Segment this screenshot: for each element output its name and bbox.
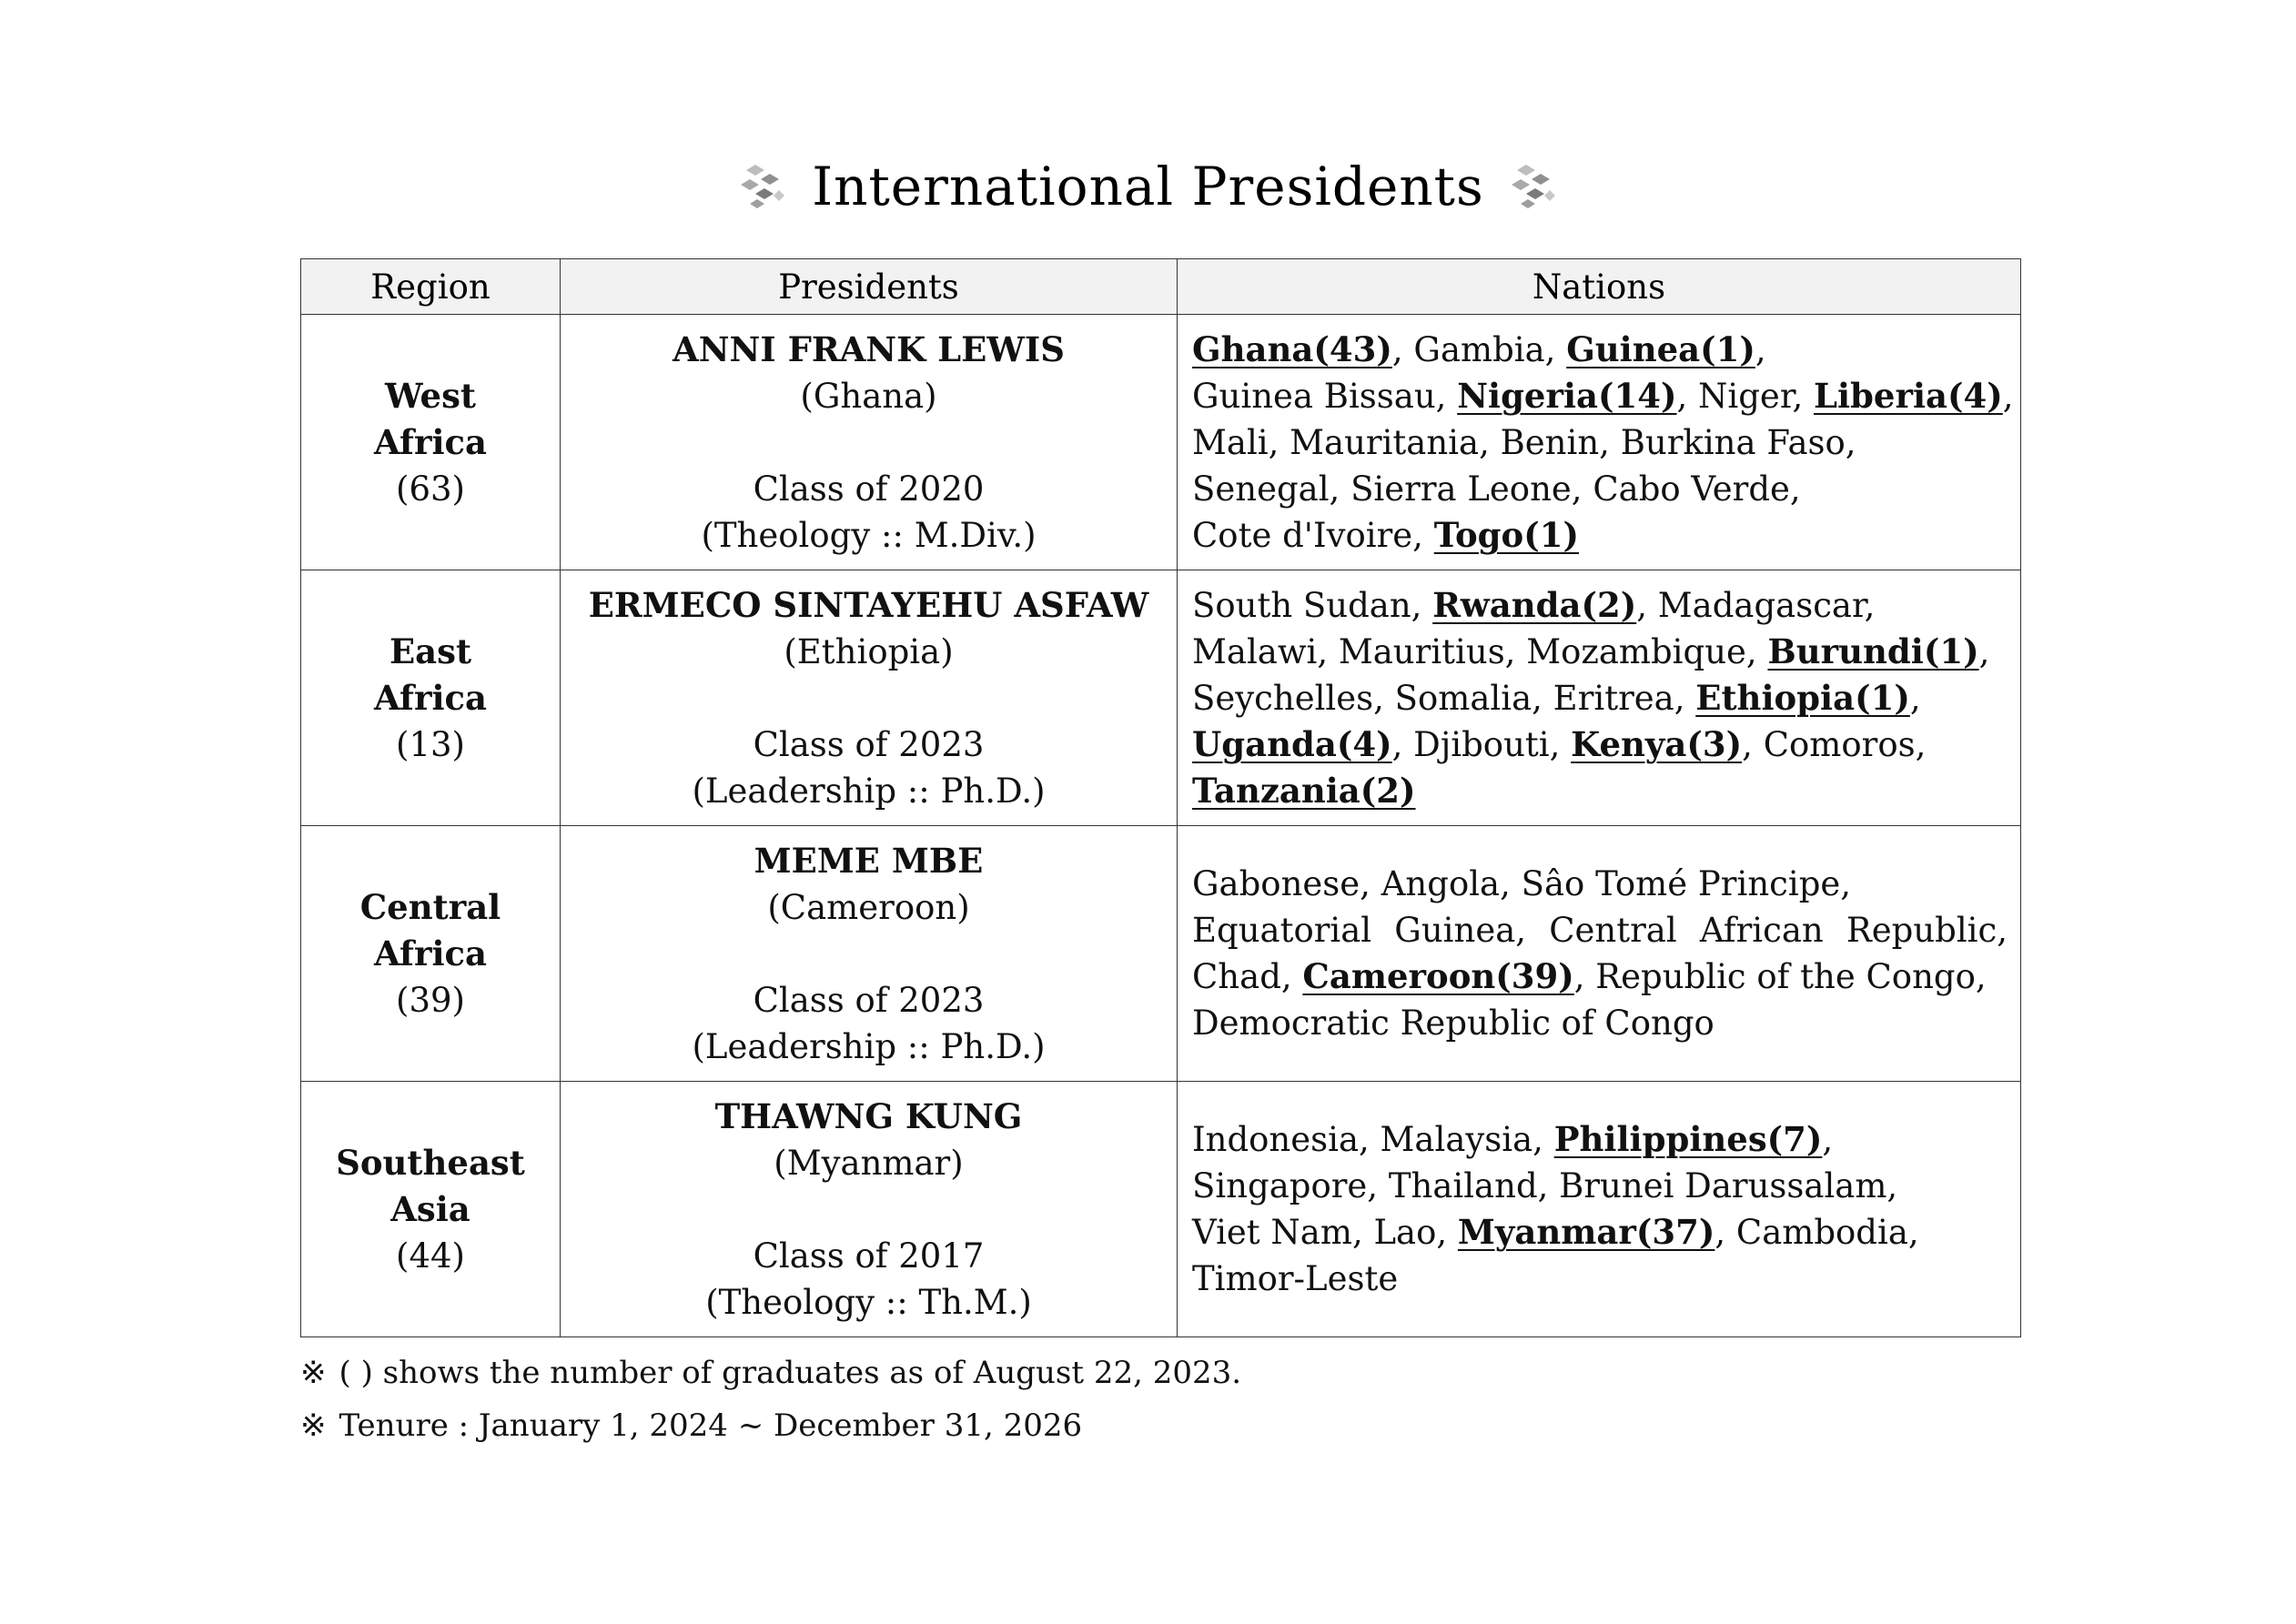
nation-text: Timor-Leste <box>1192 1259 1399 1298</box>
nations-cell <box>1178 1082 2021 1337</box>
president-class: Class of 2017 <box>753 1236 985 1276</box>
spacer <box>561 1186 1176 1233</box>
region-cell <box>301 315 561 570</box>
nations-line <box>1192 419 2008 466</box>
nation-with-graduates: Myanmar(37) <box>1457 1212 1715 1252</box>
spacer <box>561 675 1176 721</box>
nation-text: Senegal, Sierra Leone, Cabo Verde, <box>1192 469 1801 509</box>
graduate-count: (44) <box>396 1236 465 1276</box>
footnote <box>300 1347 1241 1399</box>
region-name: Asia <box>390 1188 470 1229</box>
table-row <box>301 1082 2021 1337</box>
footnote <box>300 1399 1241 1452</box>
president-name: MEME MBE <box>754 840 984 881</box>
nation-text: , Comoros, <box>1742 724 1927 764</box>
nation-text: Gabonese, Angola, Sâo Tomé Principe, <box>1192 864 1852 903</box>
nation-text: , Cambodia, <box>1714 1213 1919 1252</box>
region-name: West <box>385 375 476 416</box>
nation-text: , <box>2002 376 2014 416</box>
nation-text: Cote d'Ivoire, <box>1192 515 1434 555</box>
nation-text: , Republic of the Congo, <box>1573 957 1987 996</box>
reference-mark: ※ <box>300 1355 327 1391</box>
nations-line <box>1192 373 2014 419</box>
nation-with-graduates: Liberia(4) <box>1813 375 2003 416</box>
nation-text: Democratic Republic of Congo <box>1192 1004 1714 1043</box>
president-cell <box>561 826 1178 1082</box>
president-country: (Cameroon) <box>767 887 970 927</box>
nation-text: Indonesia, Malaysia, <box>1192 1120 1554 1159</box>
nation-text: Viet Nam, Lao, <box>1192 1213 1458 1252</box>
region-cell <box>301 570 561 826</box>
nations-line <box>1192 768 2008 814</box>
reference-mark: ※ <box>300 1407 327 1444</box>
nations-line <box>1192 675 2008 721</box>
region-cell <box>301 1082 561 1337</box>
president-cell <box>561 1082 1178 1337</box>
president-degree: (Theology :: Th.M.) <box>705 1282 1032 1322</box>
president-degree: (Theology :: M.Div.) <box>701 515 1037 555</box>
president-class: Class of 2023 <box>753 980 985 1020</box>
president-class: Class of 2023 <box>753 724 985 764</box>
nation-with-graduates: Guinea(1) <box>1566 328 1755 369</box>
footnote-text: Tenure : January 1, 2024 ~ December 31, 2026 <box>339 1407 1083 1444</box>
nation-with-graduates: Philippines(7) <box>1553 1119 1823 1159</box>
presidents-table <box>300 258 2021 1337</box>
graduate-count: (39) <box>396 980 465 1020</box>
nation-with-graduates: Uganda(4) <box>1192 723 1392 764</box>
president-cell <box>561 570 1178 826</box>
nation-text: , <box>1755 329 1766 369</box>
president-class: Class of 2020 <box>753 469 985 509</box>
nations-line <box>1192 1163 2008 1209</box>
president-country: (Ethiopia) <box>784 631 954 671</box>
nation-text: Equatorial Guinea, Central African Republic, <box>1192 911 2008 950</box>
nation-text: , Gambia, <box>1391 329 1567 369</box>
nation-text: Singapore, Thailand, Brunei Darussalam, <box>1192 1166 1898 1205</box>
nations-cell <box>1178 315 2021 570</box>
nations-line <box>1192 721 2008 768</box>
nations-cell <box>1178 826 2021 1082</box>
region-name: Africa <box>373 677 488 718</box>
spacer <box>561 931 1176 977</box>
nations-line <box>1192 1116 2008 1163</box>
nation-text: Malawi, Mauritius, Mozambique, <box>1192 631 1768 671</box>
nations-line <box>1192 629 2008 675</box>
nations-line <box>1192 466 2008 512</box>
region-name: Africa <box>373 421 488 462</box>
nation-text: , <box>1822 1120 1834 1159</box>
graduate-count: (63) <box>396 469 465 509</box>
nation-text: , Madagascar, <box>1636 585 1876 625</box>
header-presidents: Presidents <box>561 259 1178 315</box>
region-name: Central <box>359 886 501 927</box>
nation-text: , <box>1909 678 1921 718</box>
nation-text: , <box>1978 631 1990 671</box>
nation-with-graduates: Rwanda(2) <box>1432 584 1637 625</box>
nations-line <box>1192 327 2008 373</box>
president-degree: (Leadership :: Ph.D.) <box>692 1026 1046 1066</box>
nation-text: , Niger, <box>1676 376 1814 416</box>
title-text: International Presidents <box>812 156 1484 217</box>
nations-line <box>1192 512 2008 559</box>
nations-line <box>1192 1209 2008 1256</box>
region-name: Africa <box>373 933 488 973</box>
page-title <box>0 141 2296 232</box>
nation-with-graduates: Ethiopia(1) <box>1695 677 1910 718</box>
nation-with-graduates: Burundi(1) <box>1767 630 1979 671</box>
nations-line <box>1192 861 2008 907</box>
nations-line <box>1192 907 2008 953</box>
region-cell <box>301 826 561 1082</box>
diamond-cluster-icon <box>737 161 788 212</box>
table-row <box>301 570 2021 826</box>
president-name: THAWNG KUNG <box>714 1095 1023 1136</box>
table-header-row <box>301 259 2021 315</box>
header-region: Region <box>301 259 561 315</box>
nations-line <box>1192 582 2008 629</box>
nation-text: Chad, <box>1192 957 1303 996</box>
president-name: ANNI FRANK LEWIS <box>673 328 1065 369</box>
nation-text: Seychelles, Somalia, Eritrea, <box>1192 678 1696 718</box>
region-name: Southeast <box>336 1142 525 1183</box>
nations-cell <box>1178 570 2021 826</box>
header-nations: Nations <box>1178 259 2021 315</box>
president-cell <box>561 315 1178 570</box>
nation-with-graduates: Tanzania(2) <box>1192 770 1416 811</box>
nation-with-graduates: Nigeria(14) <box>1457 375 1677 416</box>
president-degree: (Leadership :: Ph.D.) <box>692 771 1046 811</box>
president-country: (Ghana) <box>800 376 937 416</box>
graduate-count: (13) <box>396 724 465 764</box>
table-row <box>301 315 2021 570</box>
nation-text: , Djibouti, <box>1391 724 1572 764</box>
nation-with-graduates: Ghana(43) <box>1192 328 1392 369</box>
nation-with-graduates: Cameroon(39) <box>1302 956 1574 996</box>
president-country: (Myanmar) <box>774 1143 964 1183</box>
nation-text: Guinea Bissau, <box>1192 376 1458 416</box>
nation-with-graduates: Togo(1) <box>1433 514 1579 555</box>
nations-line <box>1192 953 2008 1000</box>
diamond-cluster-icon <box>1508 161 1559 212</box>
nation-text: Mali, Mauritania, Benin, Burkina Faso, <box>1192 422 1856 462</box>
nations-line <box>1192 1000 2008 1046</box>
nation-text: South Sudan, <box>1192 585 1433 625</box>
spacer <box>561 419 1176 466</box>
footnote-text: ( ) shows the number of graduates as of August 22, 2023. <box>339 1355 1242 1391</box>
nation-with-graduates: Kenya(3) <box>1571 723 1743 764</box>
table-row <box>301 826 2021 1082</box>
footnotes <box>300 1347 1241 1452</box>
region-name: East <box>389 630 472 671</box>
president-name: ERMECO SINTAYEHU ASFAW <box>588 584 1149 625</box>
nations-line <box>1192 1256 2008 1302</box>
